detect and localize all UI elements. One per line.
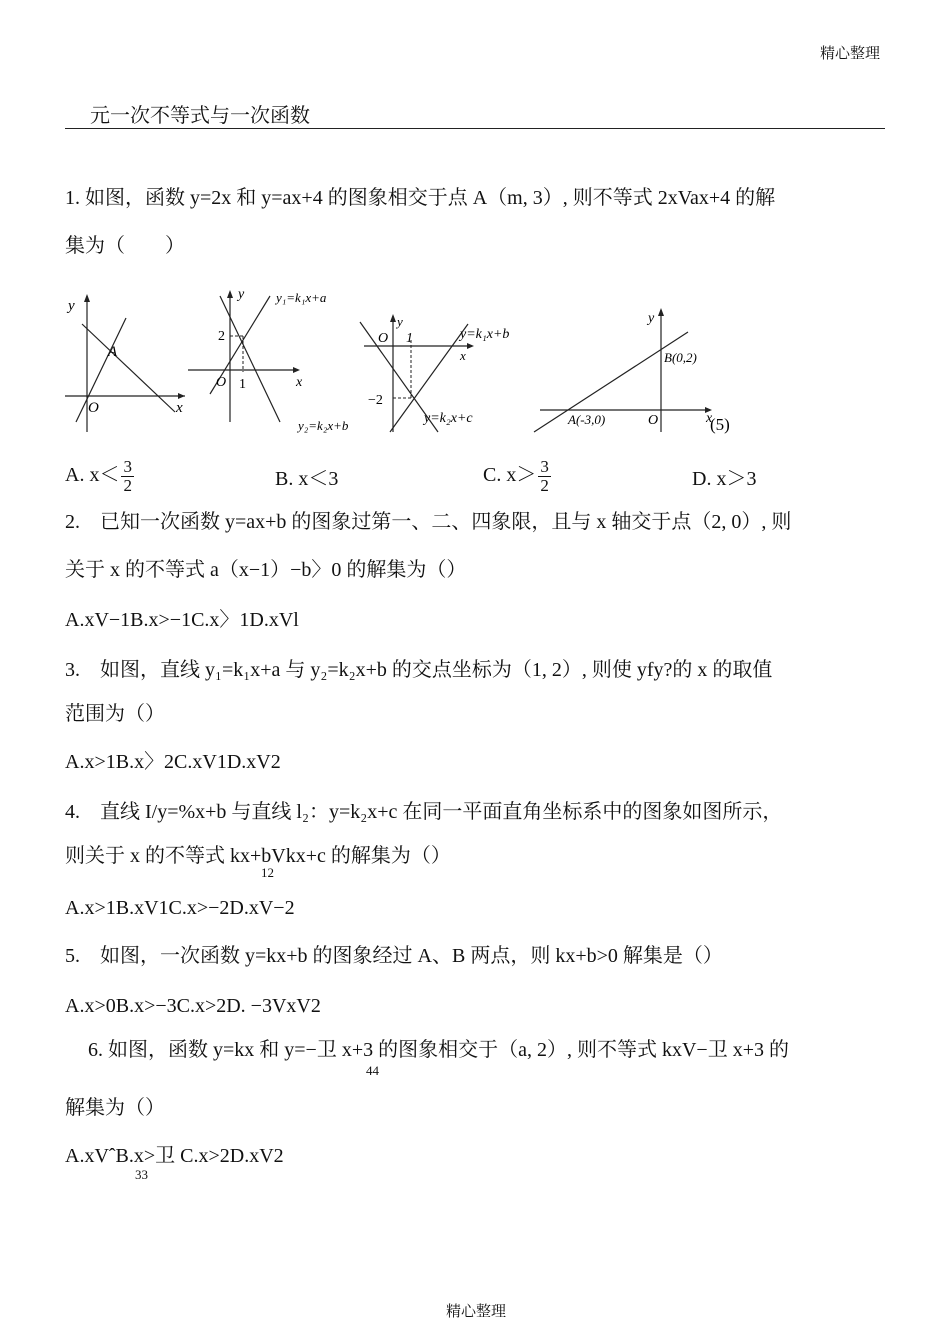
- q3-options: A.x>1B.x〉2C.xV1D.xV2: [65, 751, 281, 773]
- f2-label-o: O: [216, 375, 227, 390]
- q1-option-a-fraction: [121, 458, 134, 495]
- f3-label-m2: −2: [368, 393, 383, 408]
- page-footer: 精心整理: [446, 1304, 507, 1320]
- f1-line-ax4: [82, 324, 175, 412]
- q1-option-c-fraction: [538, 458, 551, 495]
- f4-label-o: O: [648, 413, 659, 428]
- f1-y-arrow: [84, 294, 90, 302]
- f2-label-l2: y₂=k₂x+b: [298, 418, 349, 433]
- f2-y-arrow: [227, 290, 233, 298]
- q4-line1: 4. 直线 I/y=%x+b 与直线 l₂：y=k₂x+c 在同一平面直角坐标系中的图象如图所示，: [65, 801, 783, 823]
- f4-line: [534, 332, 688, 432]
- f4-label-x: x: [706, 411, 713, 426]
- q6-subscript: 44: [366, 1063, 379, 1078]
- q1-option-c: [483, 458, 551, 495]
- title-row: [65, 104, 885, 129]
- q2-options: A.xV−1B.x>−1C.x〉1D.xVl: [65, 609, 299, 631]
- f3-x-arrow: [467, 343, 474, 349]
- q4-subscript: 12: [261, 865, 274, 880]
- f2-line-1: [220, 296, 280, 422]
- figure-1: [65, 294, 185, 432]
- q6-line1: 6. 如图，函数 y=kx 和 y=−卫 x+3 的图象相交于（a, 2）, 则不等式 kxV−卫 x+3 的: [88, 1039, 789, 1061]
- f1-label-o: O: [88, 400, 99, 416]
- figure-4: [534, 308, 730, 434]
- f3-label-y: y: [397, 314, 403, 329]
- q1-line2: 集为（ ）: [65, 235, 185, 257]
- q5-line1: 5. 如图，一次函数 y=kx+b 的图象经过 A、B 两点，则 kx+b>0 解集是（）: [65, 945, 723, 967]
- f1-label-a: A: [108, 344, 118, 360]
- f3-label-l2: y=k₂x+c: [424, 411, 473, 426]
- f2-label-y: y: [238, 287, 245, 302]
- f4-label-num: (5): [710, 415, 730, 434]
- page-header: 精心整理: [820, 46, 881, 62]
- q1-line1: 1. 如图，函数 y=2x 和 y=ax+4 的图象相交于点 A（m, 3）, 则不等式 2xVax+4 的解: [65, 187, 776, 209]
- f2-label-two: 2: [218, 329, 225, 344]
- q1-options: [60, 454, 800, 498]
- q6-options: A.xVˆB.x>卫 C.x>2D.xV2: [65, 1145, 284, 1167]
- f2-x-arrow: [293, 367, 300, 373]
- q1-option-a: [65, 458, 134, 495]
- f4-label-a: A(-3,0): [568, 412, 606, 427]
- f4-label-y: y: [648, 311, 655, 326]
- f1-label-x: x: [176, 400, 183, 416]
- f2-label-one: 1: [239, 377, 246, 392]
- page-title: 元一次不等式与一次函数: [90, 105, 310, 127]
- q1-option-a-prefix: A. x＜: [65, 464, 120, 487]
- q5-options: A.x>0B.x>−3C.x>2D. −3VxV2: [65, 995, 321, 1017]
- figures-svg: [60, 282, 780, 442]
- q1-option-a-num: 3: [123, 457, 132, 476]
- q4-line2: 则关于 x 的不等式 kx+bVkx+c 的解集为（）: [65, 845, 451, 867]
- q1-option-c-den: 2: [540, 476, 549, 495]
- f1-x-arrow: [178, 393, 185, 399]
- figure-2: [188, 287, 349, 433]
- q6-subscript-2: 33: [135, 1167, 148, 1182]
- f3-label-o: O: [378, 331, 389, 346]
- f1-line-2x: [76, 318, 126, 422]
- q4-options: A.x>1B.xV1C.x>−2D.xV−2: [65, 897, 295, 919]
- f3-y-arrow: [390, 314, 396, 322]
- q3-line2: 范围为（）: [65, 703, 165, 725]
- q1-option-c-num: 3: [540, 457, 549, 476]
- q1-option-c-prefix: C. x＞: [483, 464, 537, 487]
- q1-option-d: D. x＞3: [692, 468, 757, 490]
- f3-label-one: 1: [406, 331, 413, 346]
- f2-label-l1: y₁=k₁x+a: [276, 290, 327, 305]
- figures-row: [60, 282, 780, 442]
- f1-label-y: y: [68, 298, 75, 314]
- figure-3: [360, 314, 509, 432]
- q6-line2: 解集为（）: [65, 1097, 165, 1119]
- f2-label-x: x: [296, 375, 303, 390]
- f4-y-arrow: [658, 308, 664, 316]
- f3-label-l1: y=k₁x+b: [460, 327, 510, 342]
- q2-line1: 2. 已知一次函数 y=ax+b 的图象过第一、二、四象限，且与 x 轴交于点（2, 0）, 则: [65, 511, 792, 533]
- q1-option-b: B. x＜3: [275, 468, 339, 490]
- q2-line2: 关于 x 的不等式 a（x−1）−b〉0 的解集为（）: [65, 559, 467, 581]
- q3-line1: 3. 如图，直线 y₁=k₁x+a 与 y₂=k₂x+b 的交点坐标为（1, 2）, 则使 yfy?的 x 的取值: [65, 659, 773, 681]
- f3-label-x: x: [460, 348, 466, 363]
- f4-label-b: B(0,2): [664, 350, 697, 365]
- q1-option-a-den: 2: [123, 476, 132, 495]
